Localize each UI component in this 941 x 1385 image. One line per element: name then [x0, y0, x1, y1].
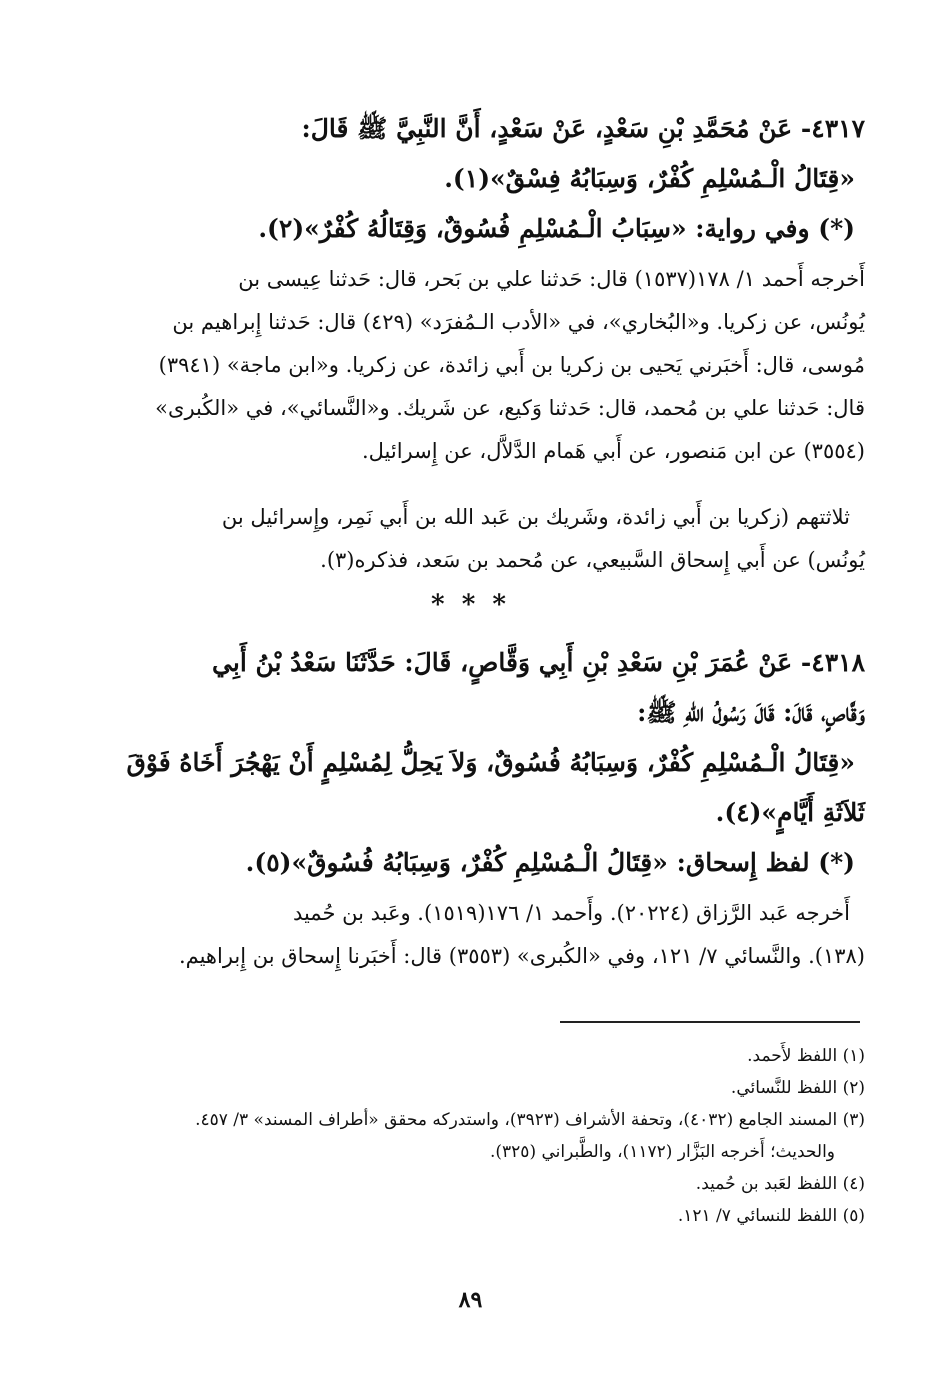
footnote-separator-rule — [560, 1021, 860, 1023]
footnote: (٣) المسند الجامع (٤٠٣٢)، وتحفة الأشراف (٣٩٢٣)، واستدركه محقق «أطراف المسند» ٣/ ٤٥٧. — [195, 1110, 865, 1130]
takhrij-line: أَخرجه أَحمد ١/ ١٧٨(١٥٣٧) قال: حَدثنا علي بن بَحر، قال: حَدثنا عِيسى بن — [238, 267, 865, 291]
hadith-line: «قِتَالُ الْـمُسْلِمِ كُفْرٌ، وَسِبَابُهُ فِسْقٌ»(١). — [444, 164, 855, 193]
hadith-4318-takhrij — [125, 892, 865, 978]
hadith-line: ٤٣١٨- عَنْ عُمَرَ بْنِ سَعْدِ بْنِ أَبِي وَقَّاصٍ، قَالَ: حَدَّثَنَا سَعْدُ بْنُ أَبِي — [212, 648, 865, 677]
hadith-line: ٤٣١٧- عَنْ مُحَمَّدِ بْنِ سَعْدٍ، عَنْ سَعْدٍ، أَنَّ النَّبِيَّ ﷺ قَالَ: — [301, 114, 865, 143]
footnote: (٥) اللفظ للنسائي ٧/ ١٢١. — [677, 1206, 865, 1226]
footnote-continuation: والحديث؛ أَخرجه البَزَّار (١١٧٢)، والطَّبراني (٣٢٥). — [489, 1142, 835, 1162]
hadith-4317-takhrij — [125, 258, 865, 473]
summary-line: ثلاثتهم (زكريا بن أَبي زائدة، وشَريك بن عَبد الله بن أَبي نَمِر، وإِسرائيل بن — [221, 505, 850, 529]
page-number: ٨٩ — [458, 1287, 483, 1313]
footnote: (٢) اللفظ للنَّسائي. — [730, 1078, 865, 1098]
footnote: (٤) اللفظ لعَبد بن حُميد. — [695, 1174, 865, 1194]
hadith-line: ثَلاَثَةِ أَيَّامٍ»(٤). — [715, 798, 865, 827]
hadith-4317-summary — [125, 496, 865, 582]
hadith-line: (*) لفظ إِسحاق: «قِتَالُ الْـمُسْلِمِ كُفْرٌ، وَسِبَابُهُ فُسُوقٌ»(٥). — [245, 848, 855, 877]
summary-line: يُونُس) عن أَبي إِسحاق السَّبيعي، عن مُحمد بن سَعد، فذكره(٣). — [320, 548, 865, 572]
footnote: (١) اللفظ لأَحمد. — [747, 1046, 865, 1066]
hadith-4317-text — [125, 104, 865, 254]
section-separator: * * * — [431, 590, 510, 620]
hadith-line: «قِتَالُ الْـمُسْلِمِ كُفْرٌ، وَسِبَابُهُ فُسُوقٌ، وَلاَ يَحِلُّ لِمُسْلِمٍ أَنْ يَهْجُرَ أَخَاهُ فَوْقَ — [126, 748, 855, 777]
takhrij-line: (٣٥٥٤) عن ابن مَنصور، عن أَبي هَمام الدَّلاَّل، عن إِسرائيل. — [361, 439, 865, 463]
takhrij-line: قال: حَدثنا علي بن مُحمد، قال: حَدثنا وَكيع، عن شَريك. و«النَّسائي»، في «الكُبرى» — [155, 396, 865, 420]
footnotes — [125, 1040, 865, 1232]
takhrij-line: (١٣٨). والنَّسائي ٧/ ١٢١، وفي «الكُبرى» (٣٥٥٣) قال: أَخبَرنا إِسحاق بن إِبراهيم. — [178, 944, 865, 968]
hadith-line: وَقَّاصٍ، قَالَ: قَالَ رَسُولُ اللهِ ﷺ: — [637, 698, 865, 727]
hadith-4318-text — [125, 638, 865, 888]
takhrij-line: يُونُس، عن زكريا. و«البُخاري»، في «الأدب الـمُفرَد» (٤٢٩) قال: حَدثنا إِبراهيم بن — [172, 310, 865, 334]
takhrij-line: مُوسى، قال: أَخبَرني يَحيى بن زكريا بن أَبي زائدة، عن زكريا. و«ابن ماجة» (٣٩٤١) — [158, 353, 865, 377]
takhrij-line: أَخرجه عَبد الرَّزاق (٢٠٢٢٤). وأَحمد ١/ ١٧٦(١٥١٩). وعَبد بن حُميد — [292, 901, 850, 925]
hadith-line: (*) وفي رواية: «سِبَابُ الْـمُسْلِمِ فُسُوقٌ، وَقِتَالُهُ كُفْرٌ»(٢). — [258, 214, 855, 243]
